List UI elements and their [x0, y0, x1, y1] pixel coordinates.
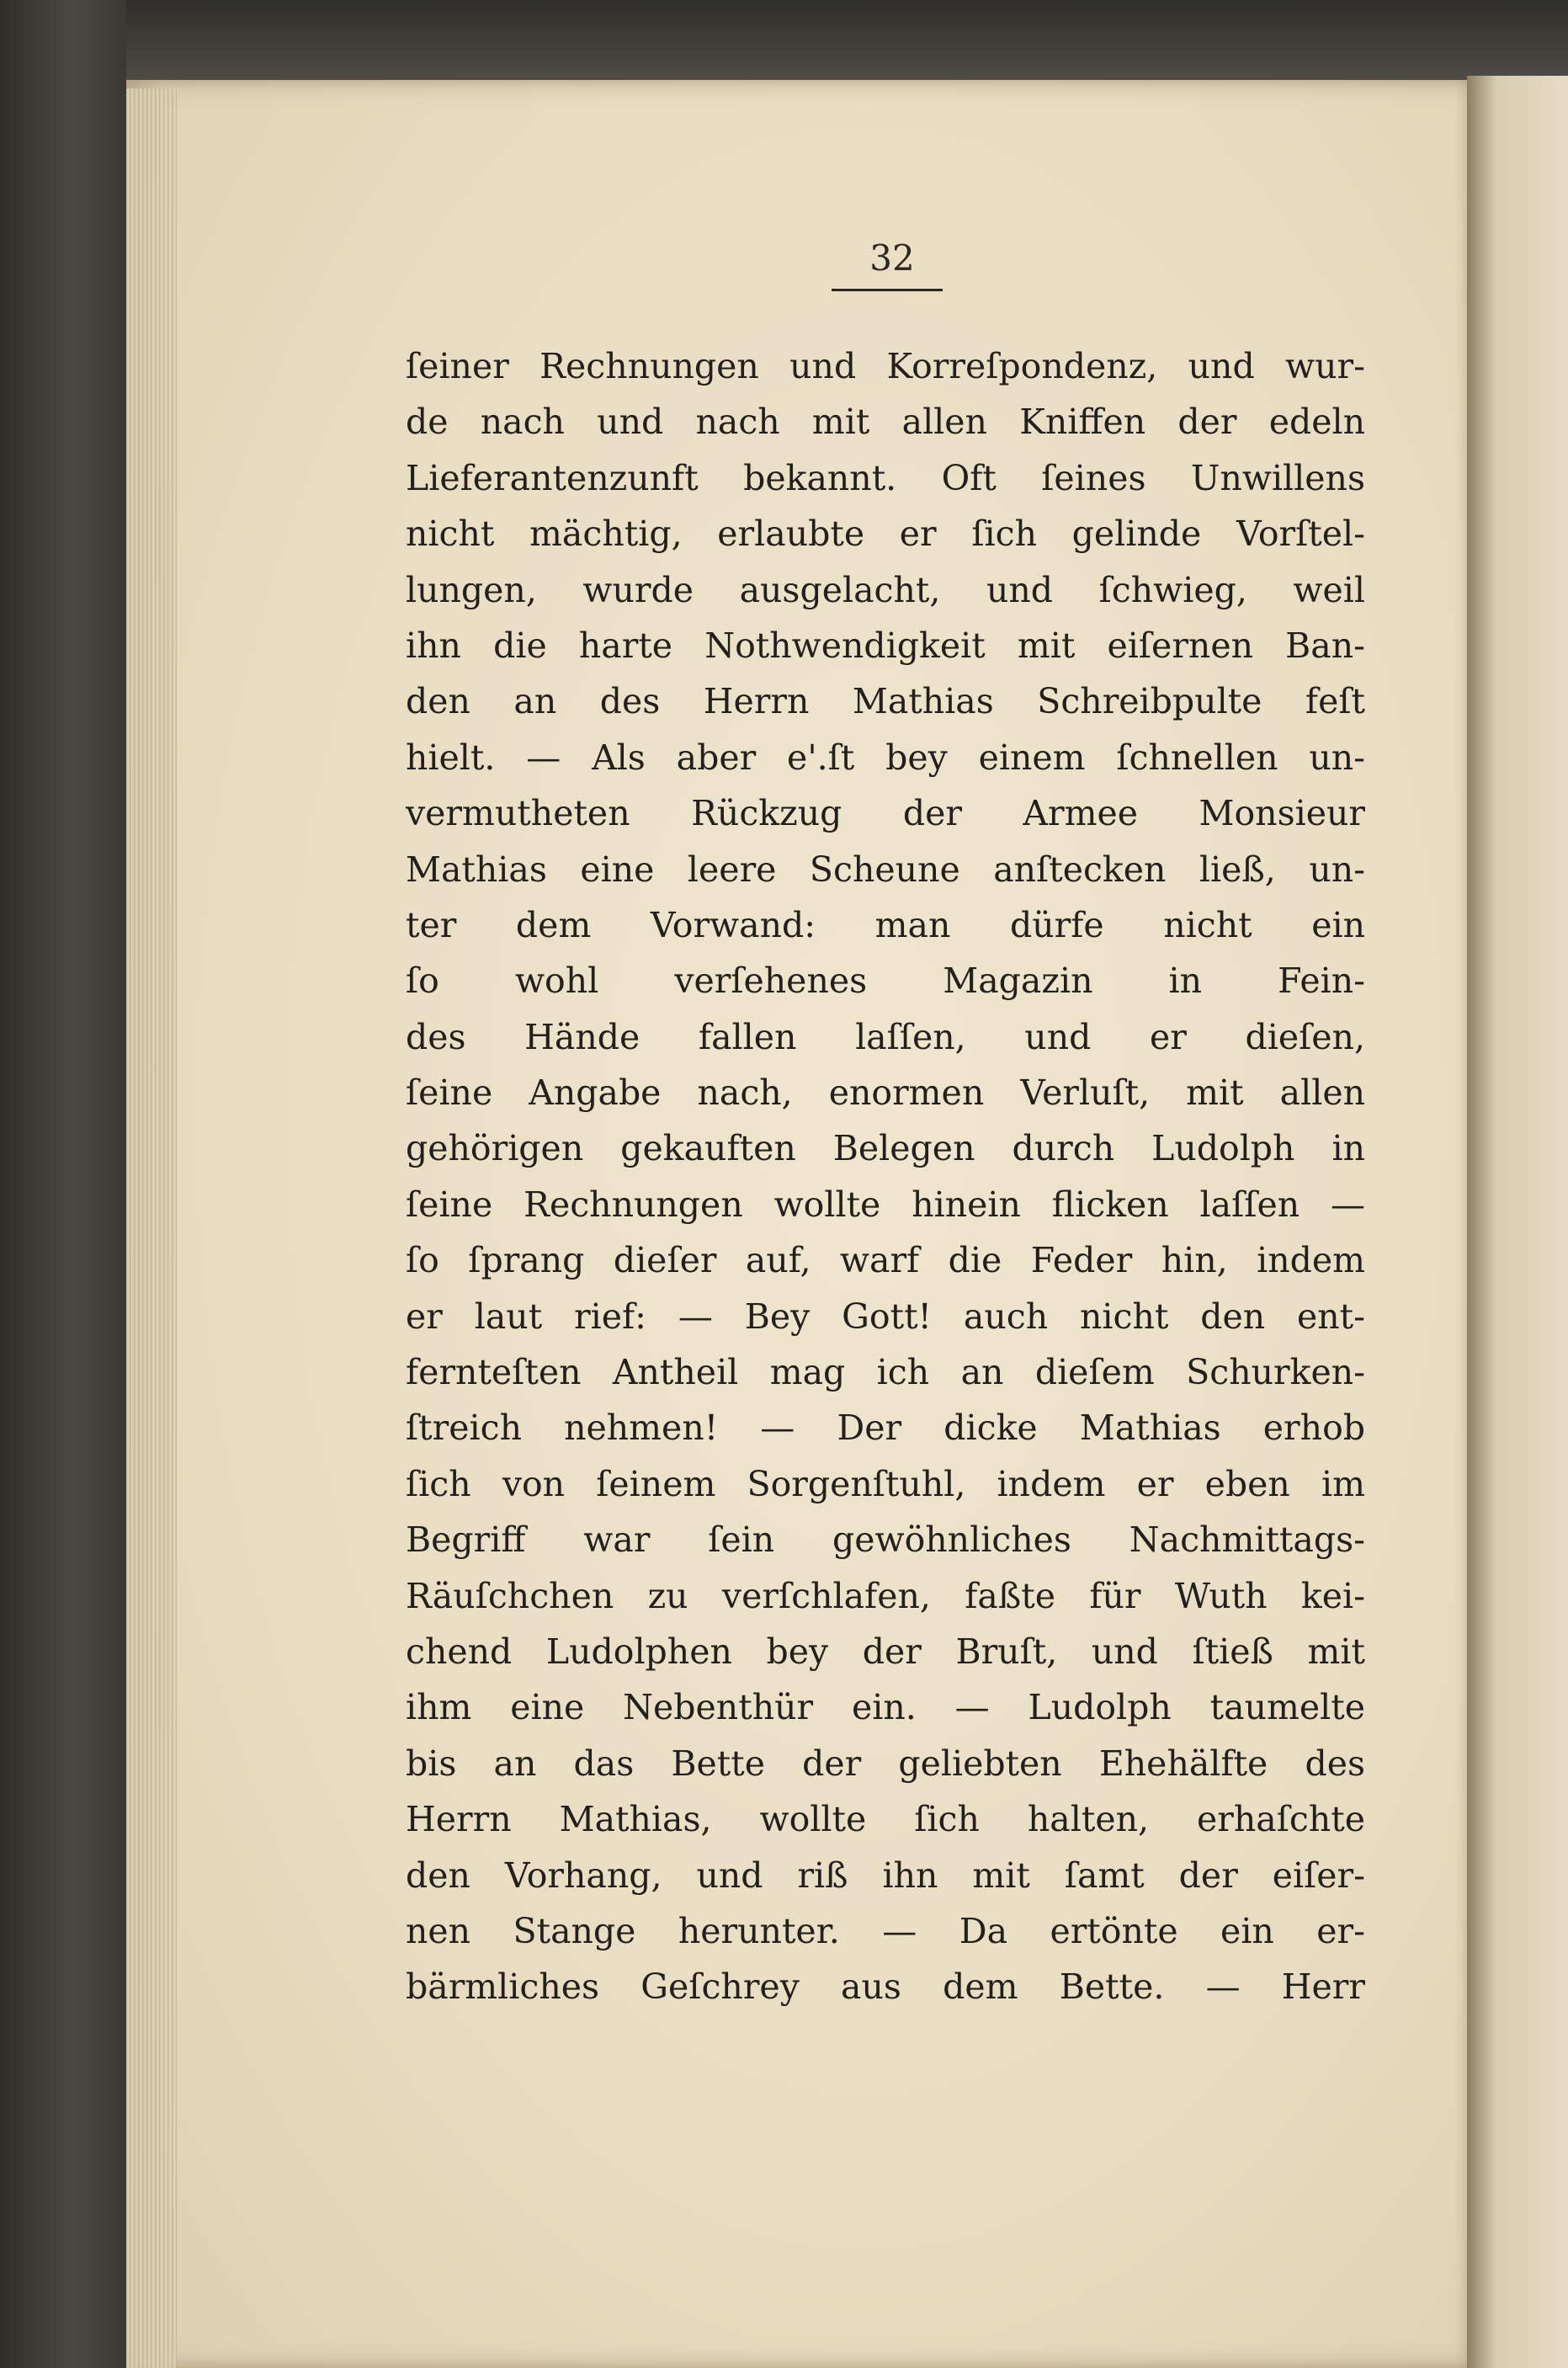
- text-line: ſeine Angabe nach, enormen Verluſt, mit allen: [406, 1072, 1365, 1114]
- book-binding: [0, 0, 126, 2368]
- text-line: ſeiner Rechnungen und Korreſpondenz, und wur-: [406, 346, 1365, 386]
- text-line: den an des Herrn Mathias Schreibpulte feſt: [406, 681, 1365, 722]
- text-line: Räuſchchen zu verſchlafen, faßte für Wuth kei-: [406, 1575, 1365, 1616]
- text-line: ihn die harte Nothwendigkeit mit eiſernen Ban-: [406, 625, 1365, 666]
- text-line: ter dem Vorwand: man dürfe nicht ein: [406, 904, 1365, 945]
- page-edges: [126, 88, 177, 2368]
- page-number-rule: [832, 289, 943, 291]
- text-line: hielt. — Als aber e'.ſt bey einem ſchnellen un-: [406, 737, 1365, 778]
- text-line: Herrn Mathias, wollte ſich halten, erhaſchte: [406, 1799, 1365, 1840]
- text-line: Lieferantenzunft bekannt. Oft ſeines Unwillens: [406, 457, 1365, 498]
- body-text: [406, 338, 1365, 2015]
- text-line: nen Stange herunter. — Da ertönte ein er-: [406, 1910, 1365, 1951]
- text-line: Begriff war ſein gewöhnliches Nachmittags-: [406, 1519, 1365, 1561]
- page-number: 32: [869, 237, 915, 279]
- text-line: bis an das Bette der geliebten Ehehälfte des: [406, 1743, 1365, 1784]
- text-line: ſtreich nehmen! — Der dicke Mathias erhob: [406, 1407, 1365, 1449]
- text-line: ihm eine Nebenthür ein. — Ludolph taumelte: [406, 1687, 1365, 1728]
- text-line: de nach und nach mit allen Kniffen der edeln: [406, 402, 1365, 443]
- text-line: er laut rief: — Bey Gott! auch nicht den ent-: [406, 1296, 1365, 1337]
- text-line: vermutheten Rückzug der Armee Monsieur: [406, 793, 1365, 834]
- book-top-edge: [0, 0, 1568, 80]
- text-line: ſeine Rechnungen wollte hinein flicken laſſen —: [406, 1184, 1365, 1225]
- text-line: chend Ludolphen bey der Bruſt, und ſtieß mit: [406, 1631, 1365, 1672]
- text-line: nicht mächtig, erlaubte er ſich gelinde Vorſtel-: [406, 514, 1365, 555]
- text-line: lungen, wurde ausgelacht, und ſchwieg, weil: [406, 569, 1365, 610]
- facing-page-edge: [1467, 76, 1568, 2368]
- text-line: ſo wohl verſehenes Magazin in Fein-: [406, 961, 1365, 1002]
- text-line: gehörigen gekauften Belegen durch Ludolph in: [406, 1128, 1365, 1169]
- text-line: bärmliches Geſchrey aus dem Bette. — Herr: [406, 1966, 1365, 2008]
- text-line: ſo ſprang dieſer auf, warf die Feder hin, indem: [406, 1240, 1365, 1281]
- text-line: fernteſten Antheil mag ich an dieſem Schurken-: [406, 1352, 1365, 1393]
- text-line: Mathias eine leere Scheune anſtecken ließ, un-: [406, 849, 1365, 890]
- text-line: des Hände fallen laſſen, und er dieſen,: [406, 1016, 1365, 1057]
- text-line: ſich von ſeinem Sorgenſtuhl, indem er eben im: [406, 1463, 1365, 1504]
- text-line: den Vorhang, und riß ihn mit ſamt der eiſer-: [406, 1854, 1365, 1896]
